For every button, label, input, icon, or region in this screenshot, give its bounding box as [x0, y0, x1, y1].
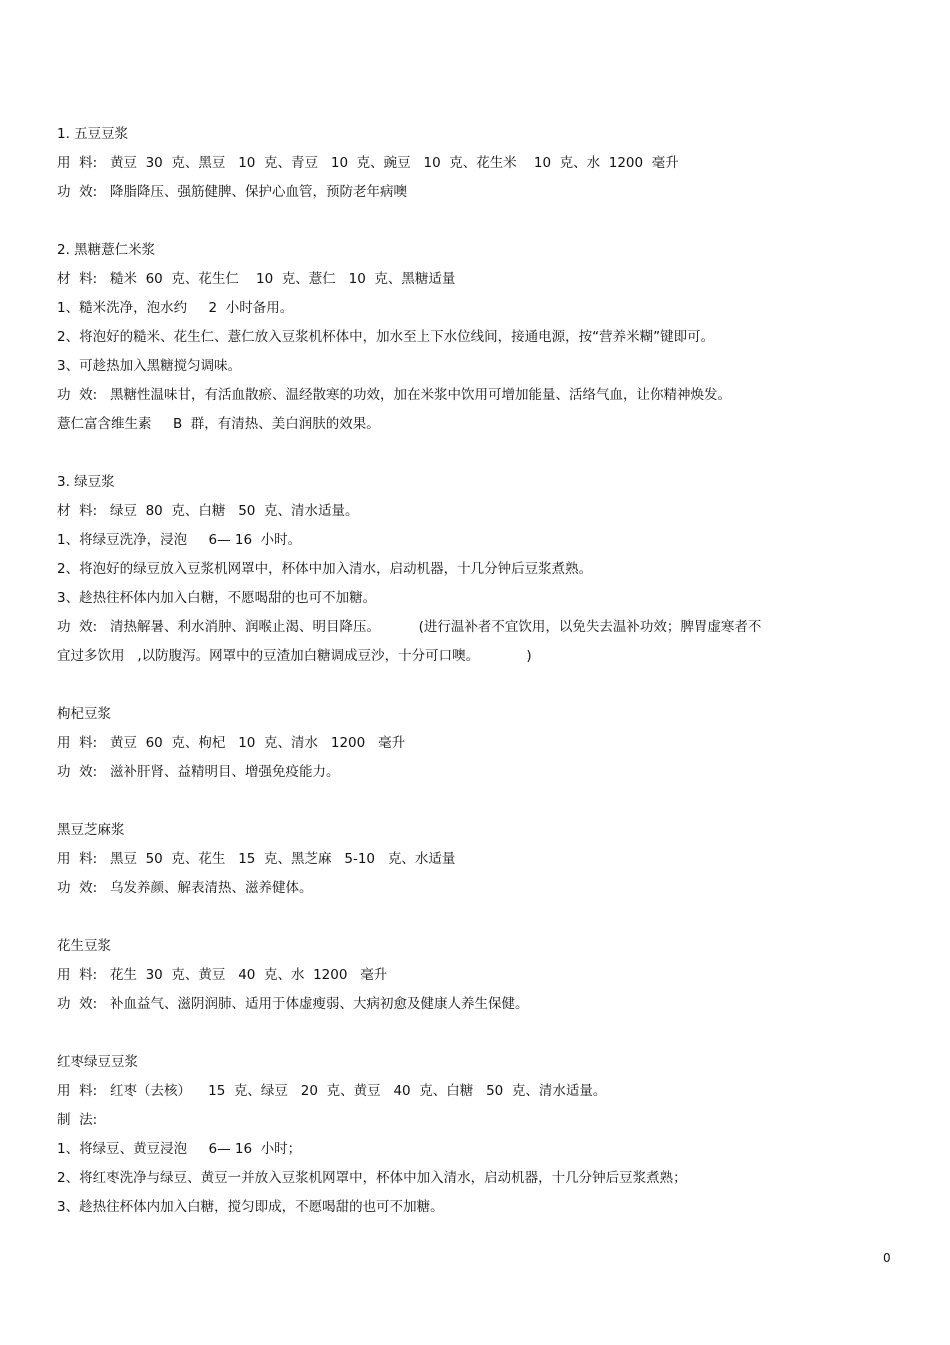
section-title: 1. 五豆豆浆: [57, 126, 129, 142]
note-line: 宜过多饮用 ,以防腹泻。网罩中的豆渣加白糖调成豆沙，十分可口噢。 ): [57, 648, 532, 664]
step-line: 2、将泡好的糙米、花生仁、薏仁放入豆浆机杯体中，加水至上下水位线间，接通电源，按“营养米糊”键即可。: [57, 329, 715, 345]
effects-line: 功 效: 降脂降压、强筋健脾、保护心血管，预防老年病噢: [57, 184, 408, 200]
effects-line: 功 效: 清热解暑、利水消肿、润喉止渴、明目降压。 (进行温补者不宜饮用，以免失去温补功效；脾胃虚寒者不: [57, 619, 762, 635]
method-label: 制 法:: [57, 1112, 98, 1128]
ingredients-line: 用 料: 黄豆 60 克、枸杞 10 克、清水 1200 毫升: [57, 735, 406, 751]
section-title: 黑豆芝麻浆: [57, 822, 125, 838]
section-title: 3. 绿豆浆: [57, 474, 115, 490]
note-line: 薏仁富含维生素 B 群，有清热、美白润肤的效果。: [57, 416, 380, 432]
step-line: 3、趁热往杯体内加入白糖，搅匀即成，不愿喝甜的也可不加糖。: [57, 1199, 444, 1215]
ingredients-line: 用 料: 黄豆 30 克、黑豆 10 克、青豆 10 克、豌豆 10 克、花生米 10 克、水 1200 毫升: [57, 155, 679, 171]
step-line: 1、将绿豆洗净，浸泡 6— 16 小时。: [57, 532, 302, 548]
section-title: 枸杞豆浆: [57, 706, 111, 722]
step-line: 3、可趁热加入黑糖搅匀调味。: [57, 358, 242, 374]
blank-line: [57, 1019, 857, 1048]
step-line: 1、将绿豆、黄豆浸泡 6— 16 小时；: [57, 1141, 302, 1157]
effects-line: 功 效: 滋补肝肾、益精明目、增强免疫能力。: [57, 764, 340, 780]
section-title: 2. 黑糖薏仁米浆: [57, 242, 156, 258]
ingredients-line: 材 料: 糙米 60 克、花生仁 10 克、薏仁 10 克、黑糖适量: [57, 271, 456, 287]
page-number: 0: [883, 1251, 891, 1265]
recipe-text-body: [57, 120, 857, 1222]
step-line: 1、糙米洗净，泡水约 2 小时备用。: [57, 300, 294, 316]
blank-line: [57, 439, 857, 468]
section-title: 花生豆浆: [57, 938, 111, 954]
ingredients-line: 用 料: 花生 30 克、黄豆 40 克、水 1200 毫升: [57, 967, 388, 983]
ingredients-line: 材 料: 绿豆 80 克、白糖 50 克、清水适量。: [57, 503, 359, 519]
blank-line: [57, 207, 857, 236]
effects-line: 功 效: 黑糖性温味甘，有活血散瘀、温经散寒的功效，加在米浆中饮用可增加能量、活络气血，让你精神焕发。: [57, 387, 732, 403]
blank-line: [57, 903, 857, 932]
blank-line: [57, 671, 857, 700]
step-line: 3、趁热往杯体内加入白糖，不愿喝甜的也可不加糖。: [57, 590, 377, 606]
effects-line: 功 效: 乌发养颜、解表清热、滋养健体。: [57, 880, 313, 896]
ingredients-line: 用 料: 黑豆 50 克、花生 15 克、黑芝麻 5-10 克、水适量: [57, 851, 456, 867]
blank-line: [57, 787, 857, 816]
step-line: 2、将红枣洗净与绿豆、黄豆一并放入豆浆机网罩中，杯体中加入清水，启动机器，十几分钟后豆浆煮熟；: [57, 1170, 687, 1186]
effects-line: 功 效: 补血益气、滋阴润肺、适用于体虚瘦弱、大病初愈及健康人养生保健。: [57, 996, 529, 1012]
ingredients-line: 用 料: 红枣（去核） 15 克、绿豆 20 克、黄豆 40 克、白糖 50 克、清水适量。: [57, 1083, 607, 1099]
step-line: 2、将泡好的绿豆放入豆浆机网罩中，杯体中加入清水，启动机器，十几分钟后豆浆煮熟。: [57, 561, 593, 577]
section-title: 红枣绿豆豆浆: [57, 1054, 138, 1070]
